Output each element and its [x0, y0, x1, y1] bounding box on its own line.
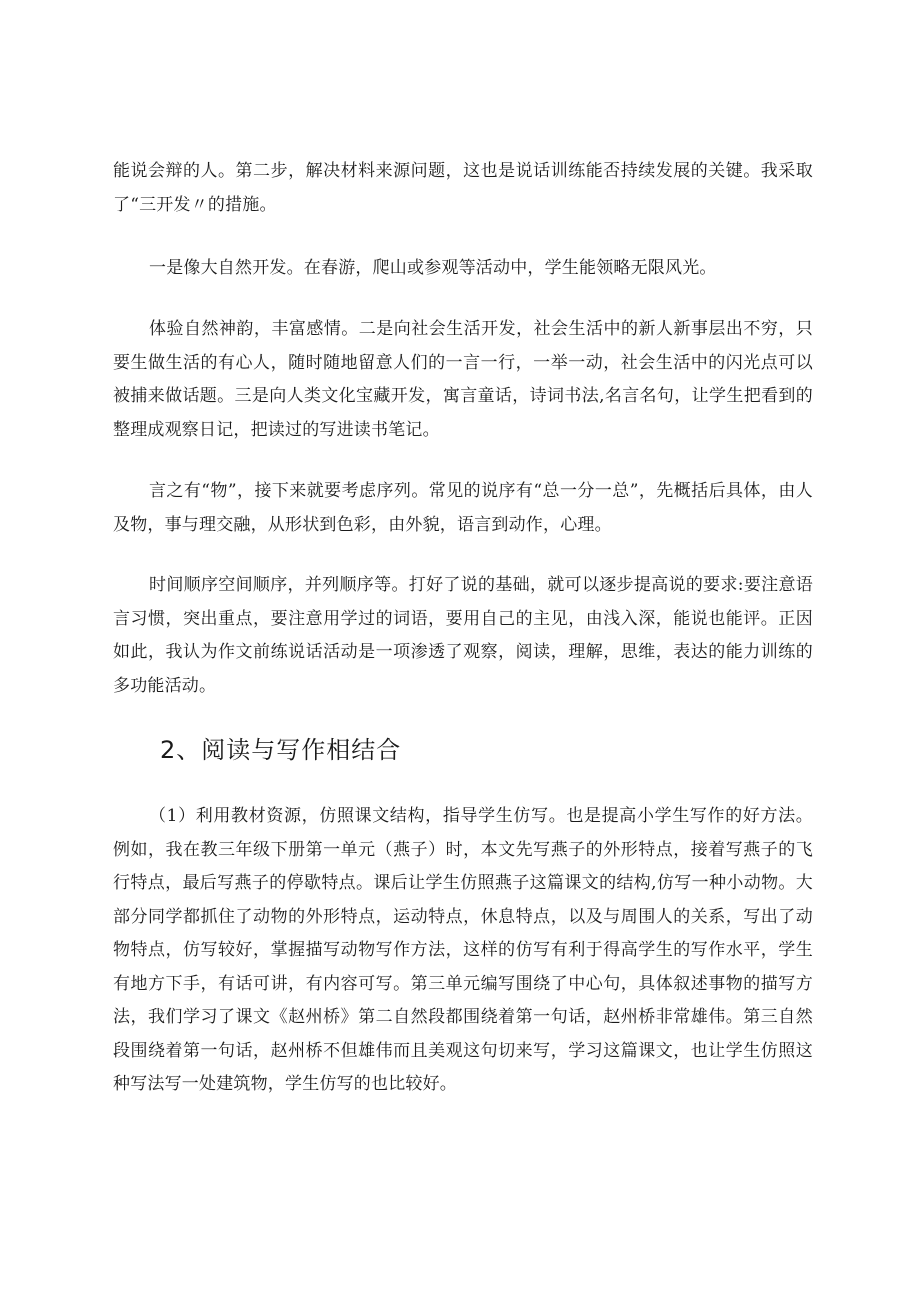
paragraph-material-source: 能说会辩的人。第二步，解决材料来源问题，这也是说话训练能否持续发展的关键。我采取了“三开发〃的措施。 [113, 161, 813, 215]
section-heading: 2、阅读与写作相结合 [160, 736, 402, 764]
paragraph-imitation-writing: （1）利用教材资源，仿照课文结构，指导学生仿写。也是提高小学生写作的好方法。例如，我在教三年级下册第一单元（燕子）时，本文先写燕子的外形特点，接着写燕子的飞行特点，最后写燕子的停歇特点。课后让学生仿照燕子这篇课文的结构,仿写一种小动物。大部分同学都抓住了动物的外形特点，运动特点，休息特点，以及与周围人的关系，写出了动物特点，仿写较好，掌握描写动物写作方法，这样的仿写有利于得高学生的写作水平，学生有地方下手，有话可讲，有内容可写。第三单元编写围绕了中心句，具体叙述事物的描写方法，我们学习了课文《赵州桥》第二自然段都围绕着第一句话，赵州桥非常雄伟。第三自然段围绕着第一句话，赵州桥不但雄伟而且美观这句切来写，学习这篇课文，也让学生仿照这种写法写一处建筑物，学生仿写的也比较好。 [113, 806, 813, 1094]
paragraph-nature-development: 一是像大自然开发。在春游，爬山或参观等活动中，学生能领略无限风光。 [149, 258, 717, 278]
paragraph-speaking-requirements: 时间顺序空间顺序，并列顺序等。打好了说的基础，就可以逐步提高说的要求:要注意语言习惯，突出重点，要注意用学过的词语，要用自己的主见，由浅入深，能说也能评。正因如此，我认为作文前练说话活动是一项渗透了观察，阅读，理解，思维，表达的能力训练的多功能活动。 [113, 575, 813, 696]
paragraph-speaking-sequence: 言之有“物”，接下来就要考虑序列。常见的说序有“总一分一总”，先概括后具体，由人及物，事与理交融，从形状到色彩，由外貌，语言到动作，心理。 [113, 481, 813, 535]
paragraph-social-cultural-development: 体验自然神韵，丰富感情。二是向社会生活开发，社会生活中的新人新事层出不穷，只要生做生活的有心人，随时随地留意人们的一言一行，一举一动，社会生活中的闪光点可以被捕来做话题。三是向人类文化宝藏开发，寓言童话，诗词书法,名言名句，让学生把看到的整理成观察日记，把读过的写进读书笔记。 [113, 319, 813, 440]
